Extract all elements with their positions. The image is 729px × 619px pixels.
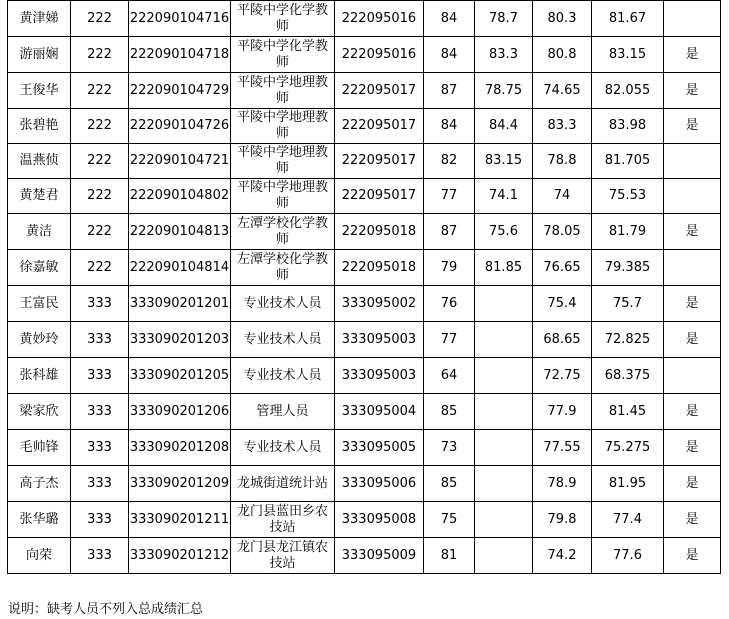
interview-score-cell: 84.4 [475,109,533,144]
interview-score-cell [475,286,533,322]
written-score-cell: 77 [424,322,475,358]
footnote: 说明：缺考人员不列入总成绩汇总 [8,602,204,617]
table-row [8,502,721,538]
candidate-name-cell: 温燕侦 [8,144,71,179]
written-score-cell: 73 [424,430,475,466]
position-cell: 平陵中学地理教师 [231,179,335,214]
skill-score-cell: 79.8 [533,502,592,538]
position-cell: 专业技术人员 [231,358,335,394]
exam-code-cell: 333 [71,394,129,430]
position-cell: 专业技术人员 [231,430,335,466]
exam-code-cell: 222 [71,73,129,109]
ticket-number-cell: 333090201201 [129,286,231,322]
interview-score-cell: 83.15 [475,144,533,179]
total-score-cell: 75.275 [592,430,664,466]
qualified-flag-cell: 是 [664,394,721,430]
interview-score-cell: 75.6 [475,214,533,250]
candidate-name-cell: 梁家欣 [8,394,71,430]
position-code-cell: 222095017 [335,179,424,214]
ticket-number-cell: 333090201206 [129,394,231,430]
total-score-cell: 72.825 [592,322,664,358]
interview-score-cell: 78.75 [475,73,533,109]
position-code-cell: 333095003 [335,358,424,394]
ticket-number-cell: 333090201209 [129,466,231,502]
table-row [8,286,721,322]
position-cell: 管理人员 [231,394,335,430]
qualified-flag-cell [664,179,721,214]
position-cell: 平陵中学化学教师 [231,1,335,37]
table-row [8,214,721,250]
position-cell: 专业技术人员 [231,286,335,322]
ticket-number-cell: 333090201203 [129,322,231,358]
position-code-cell: 333095003 [335,322,424,358]
qualified-flag-cell: 是 [664,286,721,322]
position-cell: 龙门县龙江镇农技站 [231,538,335,574]
position-cell: 左潭学校化学教师 [231,250,335,286]
skill-score-cell: 74 [533,179,592,214]
position-code-cell: 222095018 [335,250,424,286]
qualified-flag-cell [664,144,721,179]
interview-score-cell: 81.85 [475,250,533,286]
exam-code-cell: 222 [71,109,129,144]
position-cell: 平陵中学地理教师 [231,109,335,144]
position-code-cell: 222095016 [335,1,424,37]
interview-score-cell [475,322,533,358]
written-score-cell: 82 [424,144,475,179]
position-cell: 左潭学校化学教师 [231,214,335,250]
ticket-number-cell: 222090104726 [129,109,231,144]
position-code-cell: 333095005 [335,430,424,466]
position-code-cell: 222095017 [335,109,424,144]
candidate-name-cell: 黄妙玲 [8,322,71,358]
ticket-number-cell: 222090104813 [129,214,231,250]
position-code-cell: 333095002 [335,286,424,322]
position-code-cell: 222095017 [335,144,424,179]
skill-score-cell: 80.3 [533,1,592,37]
table-row [8,109,721,144]
total-score-cell: 81.79 [592,214,664,250]
skill-score-cell: 74.65 [533,73,592,109]
candidate-name-cell: 张科雄 [8,358,71,394]
total-score-cell: 79.385 [592,250,664,286]
written-score-cell: 79 [424,250,475,286]
position-code-cell: 222095017 [335,73,424,109]
candidate-name-cell: 张碧艳 [8,109,71,144]
total-score-cell: 83.98 [592,109,664,144]
written-score-cell: 84 [424,1,475,37]
skill-score-cell: 68.65 [533,322,592,358]
written-score-cell: 76 [424,286,475,322]
interview-score-cell: 78.7 [475,1,533,37]
total-score-cell: 81.95 [592,466,664,502]
skill-score-cell: 77.55 [533,430,592,466]
exam-code-cell: 333 [71,322,129,358]
qualified-flag-cell: 是 [664,466,721,502]
exam-code-cell: 333 [71,358,129,394]
interview-score-cell: 83.3 [475,37,533,73]
candidate-name-cell: 高子杰 [8,466,71,502]
candidate-name-cell: 黄楚君 [8,179,71,214]
qualified-flag-cell: 是 [664,322,721,358]
exam-code-cell: 333 [71,538,129,574]
ticket-number-cell: 222090104729 [129,73,231,109]
candidate-name-cell: 王俊华 [8,73,71,109]
interview-score-cell [475,538,533,574]
exam-code-cell: 333 [71,430,129,466]
candidate-name-cell: 游丽娴 [8,37,71,73]
written-score-cell: 85 [424,394,475,430]
interview-score-cell [475,394,533,430]
total-score-cell: 82.055 [592,73,664,109]
exam-code-cell: 222 [71,250,129,286]
ticket-number-cell: 222090104716 [129,1,231,37]
position-code-cell: 222095016 [335,37,424,73]
interview-score-cell [475,502,533,538]
qualified-flag-cell: 是 [664,109,721,144]
skill-score-cell: 74.2 [533,538,592,574]
qualified-flag-cell: 是 [664,37,721,73]
ticket-number-cell: 333090201205 [129,358,231,394]
qualified-flag-cell: 是 [664,538,721,574]
skill-score-cell: 76.65 [533,250,592,286]
skill-score-cell: 75.4 [533,286,592,322]
table-row [8,322,721,358]
ticket-number-cell: 222090104814 [129,250,231,286]
interview-score-cell: 74.1 [475,179,533,214]
position-cell: 龙城街道统计站 [231,466,335,502]
position-cell: 平陵中学地理教师 [231,144,335,179]
candidate-name-cell: 王富民 [8,286,71,322]
written-score-cell: 84 [424,37,475,73]
exam-code-cell: 222 [71,144,129,179]
written-score-cell: 64 [424,358,475,394]
candidate-name-cell: 向荣 [8,538,71,574]
exam-code-cell: 333 [71,466,129,502]
qualified-flag-cell: 是 [664,430,721,466]
total-score-cell: 77.4 [592,502,664,538]
written-score-cell: 85 [424,466,475,502]
skill-score-cell: 80.8 [533,37,592,73]
exam-code-cell: 222 [71,1,129,37]
skill-score-cell: 83.3 [533,109,592,144]
written-score-cell: 84 [424,109,475,144]
skill-score-cell: 78.05 [533,214,592,250]
written-score-cell: 75 [424,502,475,538]
table-row [8,538,721,574]
interview-score-cell [475,430,533,466]
interview-score-cell [475,466,533,502]
candidate-name-cell: 张华璐 [8,502,71,538]
table-row [8,250,721,286]
position-cell: 平陵中学化学教师 [231,37,335,73]
ticket-number-cell: 222090104721 [129,144,231,179]
qualified-flag-cell [664,358,721,394]
candidate-name-cell: 徐嘉敏 [8,250,71,286]
table-row [8,144,721,179]
candidate-name-cell: 黄津娣 [8,1,71,37]
table-row [8,358,721,394]
position-cell: 龙门县蓝田乡农技站 [231,502,335,538]
position-code-cell: 333095008 [335,502,424,538]
written-score-cell: 77 [424,179,475,214]
table-row [8,430,721,466]
table-row [8,37,721,73]
total-score-cell: 81.45 [592,394,664,430]
written-score-cell: 87 [424,73,475,109]
candidate-name-cell: 毛帅锋 [8,430,71,466]
table-row [8,394,721,430]
interview-score-cell [475,358,533,394]
total-score-cell: 81.705 [592,144,664,179]
score-table-body [8,1,721,574]
exam-code-cell: 222 [71,37,129,73]
position-code-cell: 333095004 [335,394,424,430]
total-score-cell: 75.7 [592,286,664,322]
skill-score-cell: 78.9 [533,466,592,502]
position-cell: 专业技术人员 [231,322,335,358]
qualified-flag-cell: 是 [664,73,721,109]
candidate-name-cell: 黄洁 [8,214,71,250]
written-score-cell: 87 [424,214,475,250]
position-code-cell: 222095018 [335,214,424,250]
skill-score-cell: 78.8 [533,144,592,179]
written-score-cell: 81 [424,538,475,574]
qualified-flag-cell: 是 [664,214,721,250]
skill-score-cell: 77.9 [533,394,592,430]
ticket-number-cell: 333090201211 [129,502,231,538]
position-cell: 平陵中学地理教师 [231,73,335,109]
exam-code-cell: 222 [71,179,129,214]
table-row [8,73,721,109]
table-row [8,466,721,502]
total-score-cell: 81.67 [592,1,664,37]
total-score-cell: 68.375 [592,358,664,394]
table-row [8,1,721,37]
total-score-cell: 83.15 [592,37,664,73]
qualified-flag-cell [664,1,721,37]
total-score-cell: 75.53 [592,179,664,214]
score-table [7,0,721,574]
ticket-number-cell: 222090104718 [129,37,231,73]
total-score-cell: 77.6 [592,538,664,574]
ticket-number-cell: 333090201212 [129,538,231,574]
exam-code-cell: 333 [71,286,129,322]
ticket-number-cell: 333090201208 [129,430,231,466]
skill-score-cell: 72.75 [533,358,592,394]
position-code-cell: 333095009 [335,538,424,574]
table-row [8,179,721,214]
ticket-number-cell: 222090104802 [129,179,231,214]
exam-code-cell: 333 [71,502,129,538]
qualified-flag-cell: 是 [664,502,721,538]
qualified-flag-cell [664,250,721,286]
exam-code-cell: 222 [71,214,129,250]
position-code-cell: 333095006 [335,466,424,502]
